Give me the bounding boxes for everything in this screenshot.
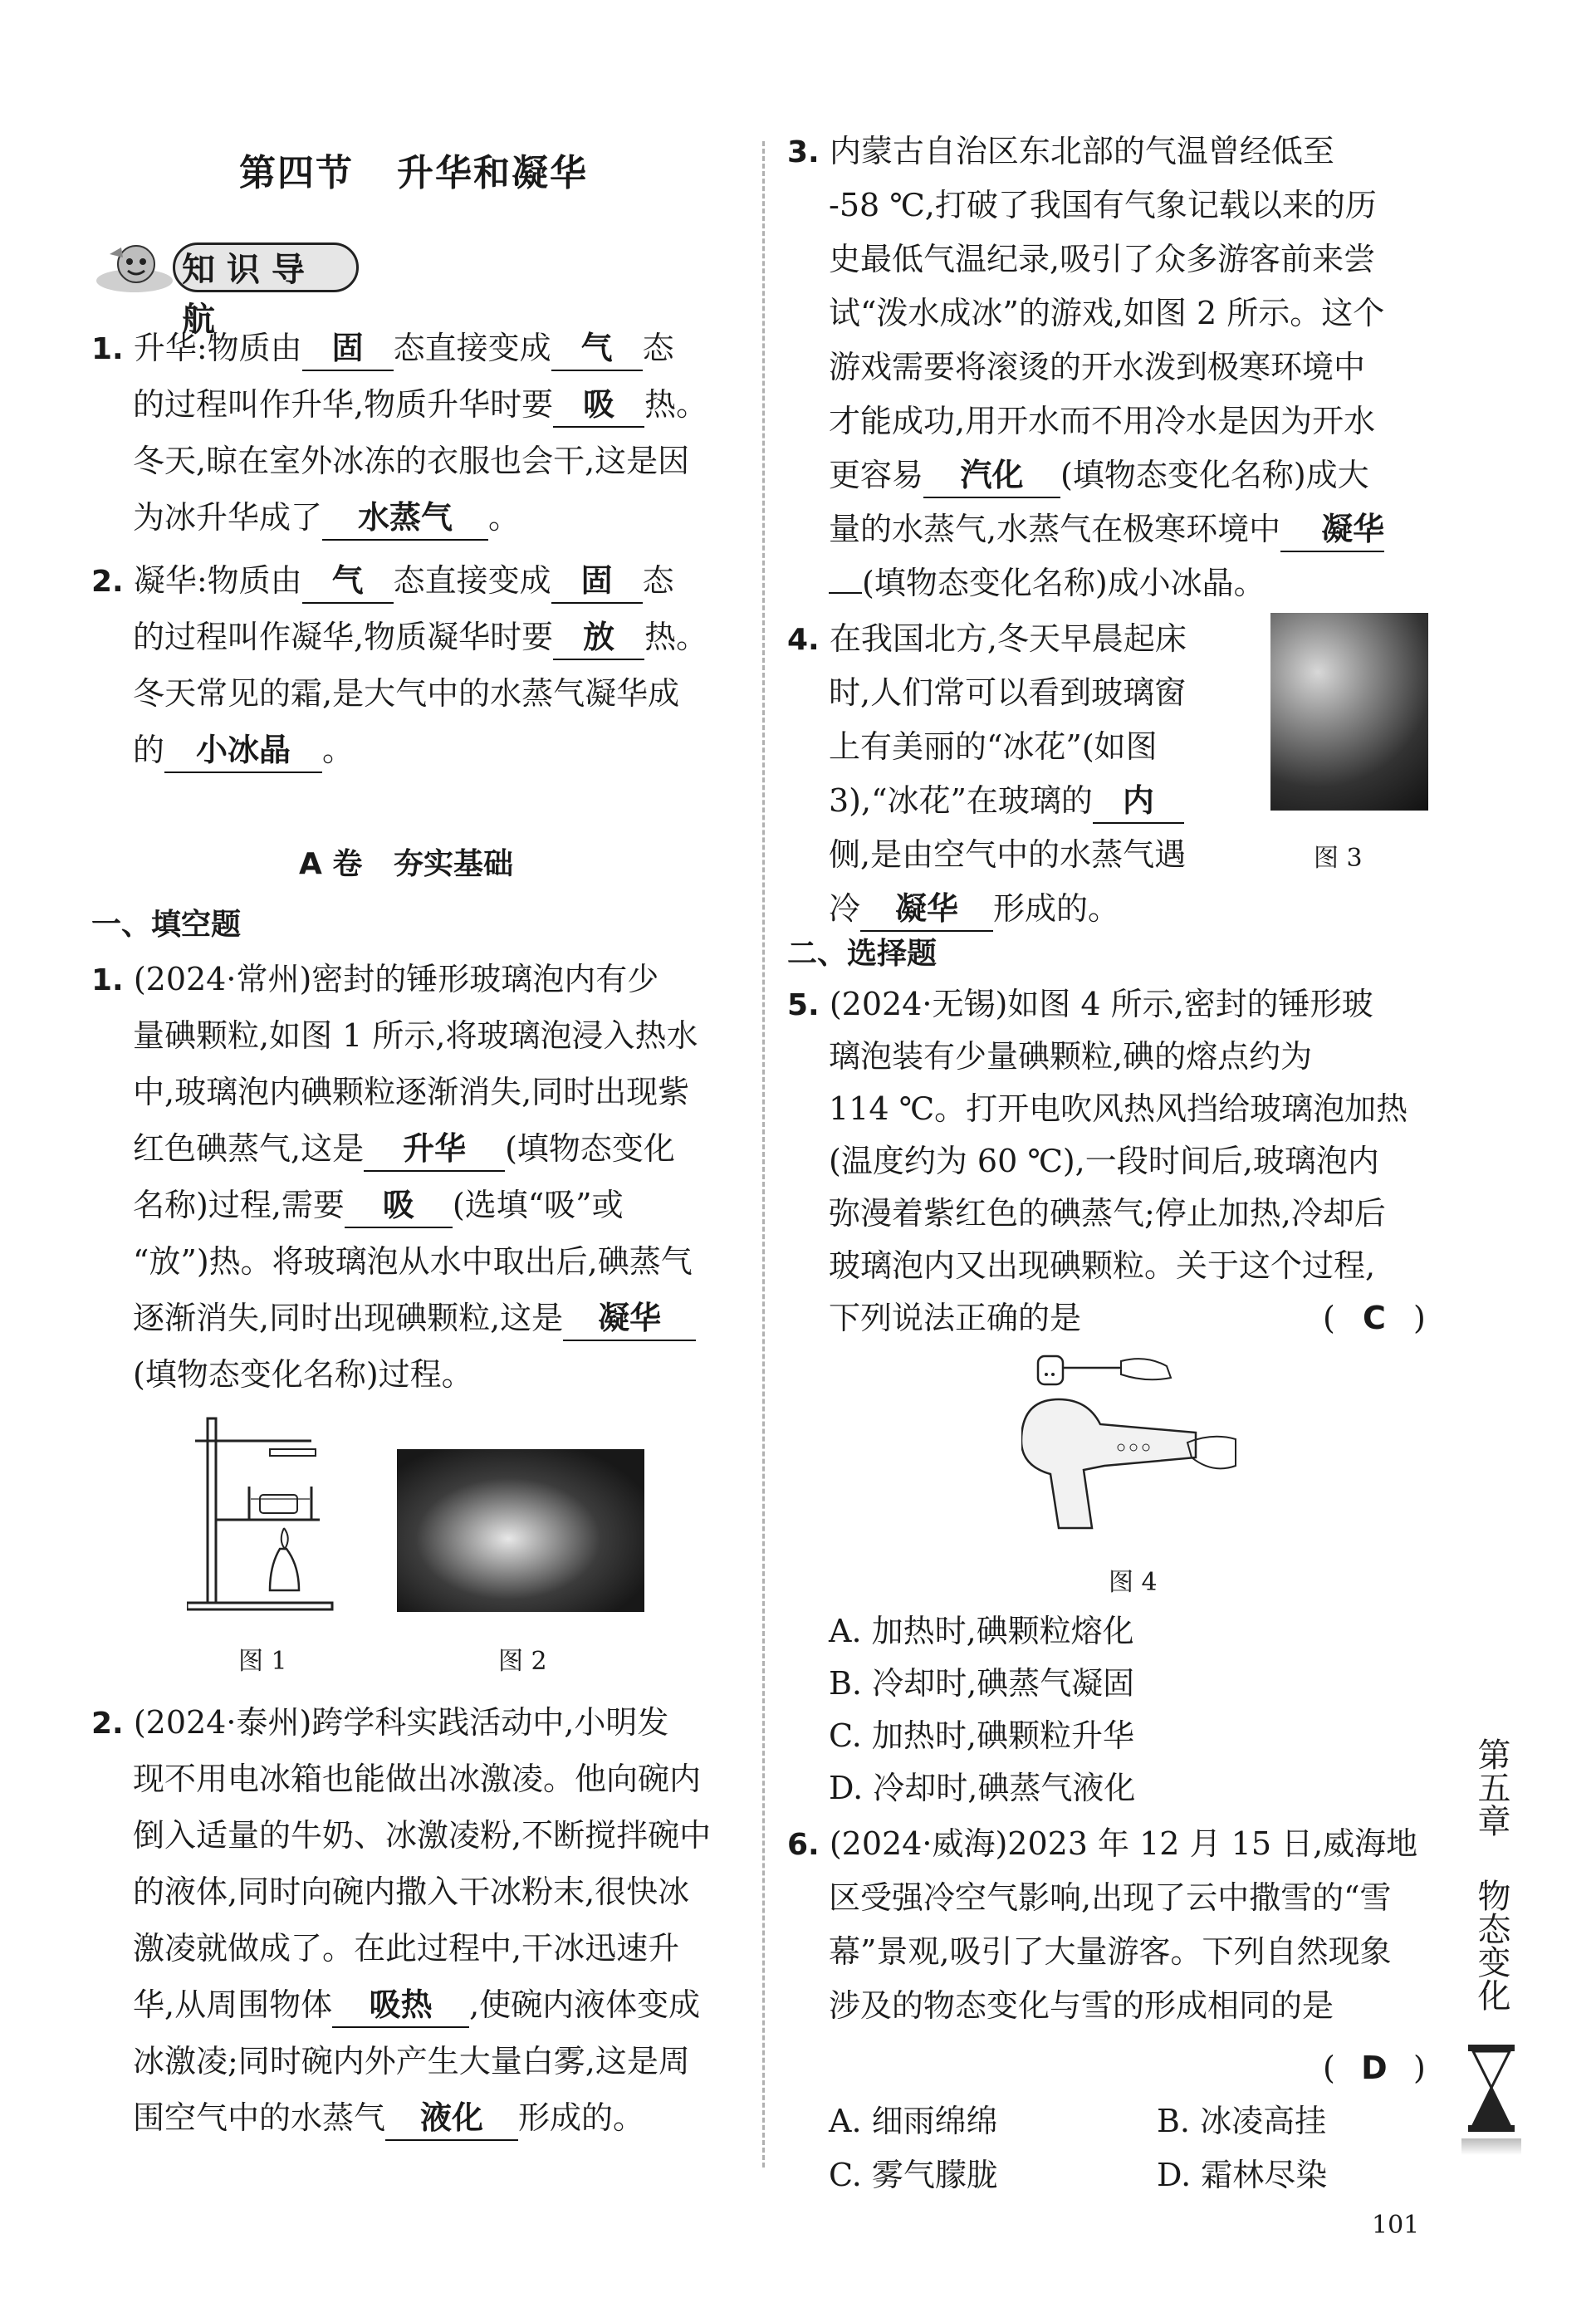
figure-4-hair-dryer bbox=[1021, 1350, 1237, 1541]
option-c[interactable]: C. 加热时,碘颗粒升华 bbox=[829, 1717, 1134, 1754]
text: (选填“吸”或 bbox=[452, 1187, 624, 1223]
answer-blank: 吸 bbox=[553, 383, 644, 428]
text: 升华:物质由 bbox=[133, 330, 302, 366]
text: 璃泡装有少量碘颗粒,碘的熔点约为 bbox=[829, 1038, 1313, 1075]
text: 冬天,晾在室外冰冻的衣服也会干,这是因 bbox=[133, 443, 690, 479]
figure-1-apparatus bbox=[187, 1412, 336, 1615]
text: 形成的。 bbox=[518, 2099, 645, 2136]
text: (填物态变化名称)成小冰晶。 bbox=[862, 565, 1266, 601]
question-number: 4. bbox=[787, 623, 820, 657]
text: 热。 bbox=[644, 619, 708, 655]
mascot-icon bbox=[93, 239, 176, 297]
text: 史最低气温纪录,吸引了众多游客前来尝 bbox=[829, 241, 1376, 277]
volume-title: A 卷 夯实基础 bbox=[299, 847, 513, 881]
text: 冰激凌;同时碗内外产生大量白雾,这是周 bbox=[133, 2043, 690, 2079]
text: 3),“冰花”在玻璃的 bbox=[829, 782, 1093, 819]
option-b[interactable]: B. 冰凌高挂 bbox=[1157, 2103, 1327, 2139]
item-number: 2. bbox=[91, 565, 124, 599]
answer-blank: 汽化 bbox=[923, 453, 1060, 498]
text: (填物态变化名称)成大 bbox=[1060, 457, 1369, 493]
text: -58 ℃,打破了我国有气象记载以来的历 bbox=[829, 187, 1377, 223]
text: (2024·无锡)如图 4 所示,密封的锤形玻 bbox=[829, 986, 1373, 1022]
text: 中,玻璃泡内碘颗粒逐渐消失,同时出现紫 bbox=[133, 1074, 690, 1110]
text: 倒入适量的牛奶、冰激凌粉,不断搅拌碗中 bbox=[133, 1817, 712, 1854]
text: 才能成功,用开水而不用冷水是因为开水 bbox=[829, 403, 1376, 439]
text: (填物态变化 bbox=[505, 1130, 675, 1167]
text: 下列说法正确的是 bbox=[829, 1300, 1082, 1336]
answer-blank: 放 bbox=[553, 615, 644, 660]
text: 态 bbox=[642, 562, 674, 599]
section-title: 第四节 升华和凝华 bbox=[239, 152, 588, 194]
answer-blank: 吸 bbox=[345, 1183, 453, 1228]
text: 红色碘蒸气,这是 bbox=[133, 1130, 365, 1167]
text: (温度约为 60 ℃),一段时间后,玻璃泡内 bbox=[829, 1143, 1379, 1179]
text: 凝华:物质由 bbox=[133, 562, 302, 599]
blank-continuation bbox=[829, 592, 862, 594]
answer-blank: 气 bbox=[302, 559, 394, 604]
text: 的过程叫作凝华,物质凝华时要 bbox=[133, 619, 554, 655]
item-number: 1. bbox=[91, 332, 124, 366]
nav-badge-text: 知识导航 bbox=[173, 242, 359, 292]
text: 在我国北方,冬天早晨起床 bbox=[829, 620, 1187, 657]
text: 玻璃泡内又出现碘颗粒。关于这个过程, bbox=[829, 1247, 1376, 1284]
figure-2-photo bbox=[397, 1449, 644, 1612]
text: 区受强冷空气影响,出现了云中撒雪的“雪 bbox=[829, 1879, 1392, 1916]
answer-blank: 小冰晶 bbox=[164, 728, 322, 773]
answer-blank: 液化 bbox=[385, 2096, 518, 2141]
question-number: 3. bbox=[787, 135, 820, 169]
sidebar-fade bbox=[1461, 2138, 1521, 2155]
option-d[interactable]: D. 冷却时,碘蒸气液化 bbox=[829, 1770, 1136, 1806]
text: 热。 bbox=[644, 386, 708, 423]
text: 量碘颗粒,如图 1 所示,将玻璃泡浸入热水 bbox=[133, 1017, 698, 1054]
sidebar-chapter: 第五章 bbox=[1472, 1737, 1510, 1837]
text: 游戏需要将滚烫的开水泼到极寒环境中 bbox=[829, 349, 1366, 385]
part1-title: 一、填空题 bbox=[91, 908, 242, 942]
text: 为冰升华成了 bbox=[133, 499, 323, 536]
text: 更容易 bbox=[829, 457, 924, 493]
text: 侧,是由空气中的水蒸气遇 bbox=[829, 836, 1187, 873]
answer-blank: 气 bbox=[551, 326, 643, 371]
question-number: 1. bbox=[91, 963, 124, 997]
part2-title: 二、选择题 bbox=[787, 937, 938, 971]
text: 上有美丽的“冰花”(如图 bbox=[829, 728, 1158, 765]
page-number: 101 bbox=[1372, 2211, 1420, 2240]
text: 形成的。 bbox=[993, 890, 1120, 927]
question-number: 5. bbox=[787, 988, 820, 1022]
text: 态直接变成 bbox=[393, 330, 551, 366]
option-c[interactable]: C. 雾气朦胧 bbox=[829, 2157, 998, 2193]
answer-blank: 固 bbox=[302, 326, 394, 371]
sidebar-topic: 物态变化 bbox=[1472, 1879, 1510, 2011]
answer-blank: 固 bbox=[551, 559, 643, 604]
text: 。 bbox=[488, 499, 521, 536]
answer-choice: C bbox=[1362, 1300, 1386, 1336]
answer-blank: 升华 bbox=[364, 1127, 505, 1172]
text: (2024·威海)2023 年 12 月 15 日,威海地 bbox=[829, 1825, 1418, 1862]
text: 的过程叫作升华,物质升华时要 bbox=[133, 386, 554, 423]
text: 量的水蒸气,水蒸气在极寒环境中 bbox=[829, 511, 1281, 547]
text: 态直接变成 bbox=[393, 562, 551, 599]
figure-2-caption: 图 2 bbox=[498, 1647, 547, 1676]
text: 幕”景观,吸引了大量游客。下列自然现象 bbox=[829, 1933, 1392, 1970]
text: 逐渐消失,同时出现碘颗粒,这是 bbox=[133, 1300, 564, 1336]
text: “放”)热。将玻璃泡从水中取出后,碘蒸气 bbox=[133, 1243, 693, 1280]
text: 114 ℃。打开电吹风热风挡给玻璃泡加热 bbox=[829, 1090, 1408, 1127]
question-number: 6. bbox=[787, 1828, 820, 1862]
figure-3-photo bbox=[1270, 613, 1428, 811]
answer-blank: 吸热 bbox=[332, 1983, 469, 2028]
text: (填物态变化名称)过程。 bbox=[133, 1356, 473, 1393]
answer-blank: 内 bbox=[1093, 779, 1184, 824]
knowledge-nav-badge bbox=[93, 239, 359, 339]
figure-3-caption: 图 3 bbox=[1314, 844, 1363, 873]
text: 内蒙古自治区东北部的气温曾经低至 bbox=[829, 133, 1334, 169]
text: 的 bbox=[133, 732, 165, 768]
answer-blank: 凝华 bbox=[860, 887, 993, 932]
answer-choice: D bbox=[1361, 2050, 1388, 2086]
answer-blank: 凝华 bbox=[1280, 507, 1384, 552]
question-number: 2. bbox=[91, 1707, 124, 1741]
text: 的液体,同时向碗内撒入干冰粉末,很快冰 bbox=[133, 1874, 690, 1910]
option-a[interactable]: A. 细雨绵绵 bbox=[829, 2103, 998, 2139]
text: 涉及的物态变化与雪的形成相同的是 bbox=[829, 1987, 1334, 2024]
text: 冷 bbox=[829, 890, 861, 927]
text: (2024·泰州)跨学科实践活动中,小明发 bbox=[133, 1704, 669, 1741]
text: 弥漫着紫红色的碘蒸气;停止加热,冷却后 bbox=[829, 1195, 1386, 1232]
text: 冬天常见的霜,是大气中的水蒸气凝华成 bbox=[133, 675, 680, 712]
text: 态 bbox=[642, 330, 674, 366]
answer-blank: 凝华 bbox=[563, 1296, 696, 1341]
answer-blank: 水蒸气 bbox=[322, 496, 488, 541]
option-a[interactable]: A. 加热时,碘颗粒熔化 bbox=[829, 1613, 1134, 1649]
option-d[interactable]: D. 霜林尽染 bbox=[1157, 2157, 1328, 2193]
figure-4-caption: 图 4 bbox=[1109, 1568, 1158, 1597]
column-divider bbox=[762, 141, 765, 2168]
text: 试“泼水成冰”的游戏,如图 2 所示。这个 bbox=[829, 295, 1385, 331]
text: ,使碗内液体变成 bbox=[469, 1986, 701, 2023]
figure-1-caption: 图 1 bbox=[238, 1647, 287, 1676]
text: 时,人们常可以看到玻璃窗 bbox=[829, 674, 1187, 711]
text: 围空气中的水蒸气 bbox=[133, 2099, 386, 2136]
option-b[interactable]: B. 冷却时,碘蒸气凝固 bbox=[829, 1665, 1135, 1702]
hourglass-icon bbox=[1466, 2045, 1516, 2132]
text: 。 bbox=[322, 732, 355, 768]
text: 现不用电冰箱也能做出冰激凌。他向碗内 bbox=[133, 1761, 702, 1797]
text: 华,从周围物体 bbox=[133, 1986, 333, 2023]
text: (2024·常州)密封的锤形玻璃泡内有少 bbox=[133, 961, 659, 997]
text: 名称)过程,需要 bbox=[133, 1187, 345, 1223]
text: 激凌就做成了。在此过程中,干冰迅速升 bbox=[133, 1930, 680, 1967]
